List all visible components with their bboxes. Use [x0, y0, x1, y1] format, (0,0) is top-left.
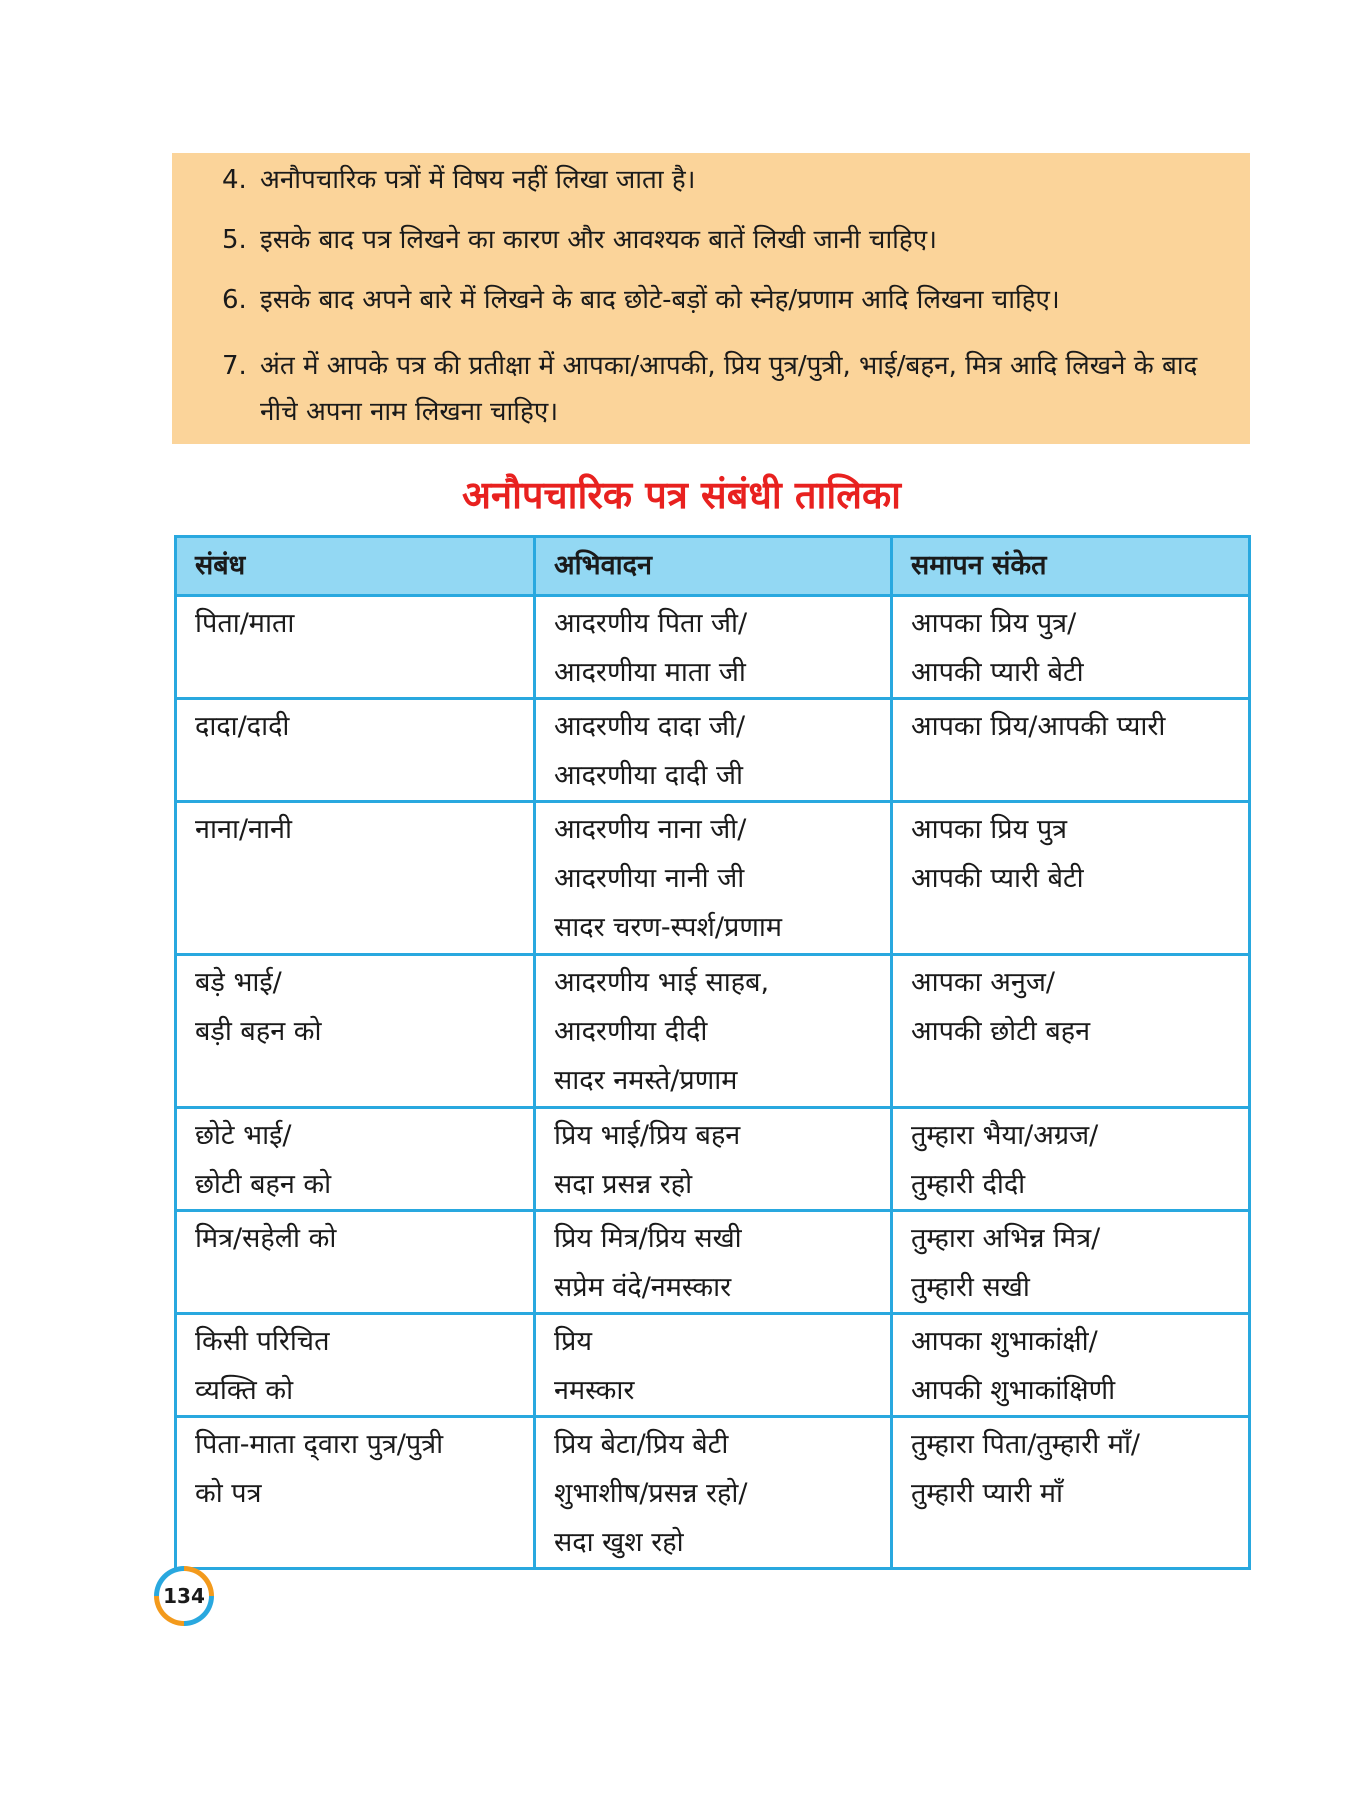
instruction-text: अंत में आपके पत्र की प्रतीक्षा में आपका/आपकी, प्रिय पुत्र/पुत्री, भाई/बहन, मित्र आदि लिखने के बाद नीचे अपना नाम लिखना चाहिए।: [260, 351, 1198, 427]
cell-line: आदरणीय दादा जी/: [554, 711, 746, 742]
table-header-row: [176, 537, 1250, 596]
instruction-number: 5.: [222, 225, 247, 255]
cell-line: आदरणीया नानी जी: [554, 863, 745, 894]
table-row: [176, 1108, 1250, 1211]
page-number: 134: [159, 1571, 209, 1621]
cell-line: को पत्र: [195, 1478, 262, 1509]
relation-cell: [176, 955, 535, 1108]
instruction-number: 4.: [222, 165, 247, 195]
cell-line: पिता/माता: [195, 608, 295, 639]
table-row: [176, 699, 1250, 802]
relation-cell: [176, 596, 535, 699]
column-header-closing: समापन संकेत: [892, 537, 1250, 596]
cell-line: आपका प्रिय पुत्र: [911, 814, 1068, 845]
cell-line: आदरणीय नाना जी/: [554, 814, 747, 845]
cell-line: प्रिय बेटा/प्रिय बेटी: [554, 1429, 729, 1460]
instructions-box: [172, 153, 1250, 444]
closing-cell: [892, 1211, 1250, 1314]
cell-line: आपकी छोटी बहन: [911, 1016, 1091, 1047]
cell-line: आदरणीया दीदी: [554, 1016, 708, 1047]
greeting-cell: [535, 802, 892, 955]
cell-line: आदरणीया माता जी: [554, 657, 746, 688]
instruction-number: 7.: [222, 351, 247, 381]
cell-line: सदा प्रसन्न रहो: [554, 1169, 693, 1200]
instruction-text: इसके बाद अपने बारे में लिखने के बाद छोटे-बड़ों को स्नेह/प्रणाम आदि लिखना चाहिए।: [260, 285, 1060, 315]
closing-cell: [892, 1108, 1250, 1211]
cell-line: आपका अनुज/: [911, 967, 1055, 998]
closing-cell: [892, 596, 1250, 699]
relation-cell: [176, 699, 535, 802]
cell-line: बड़ी बहन को: [195, 1016, 322, 1047]
instruction-item: [222, 223, 1232, 257]
cell-line: तुम्हारा भैया/अग्रज/: [911, 1120, 1099, 1151]
greeting-cell: [535, 955, 892, 1108]
page-number-badge: [154, 1566, 214, 1626]
closing-cell: [892, 1314, 1250, 1417]
relation-cell: [176, 802, 535, 955]
cell-line: नाना/नानी: [195, 814, 293, 845]
table-row: [176, 802, 1250, 955]
column-header-greeting: अभिवादन: [535, 537, 892, 596]
closing-cell: [892, 802, 1250, 955]
cell-line: आपकी प्यारी बेटी: [911, 863, 1084, 894]
instruction-item: [222, 283, 1232, 317]
closing-cell: [892, 699, 1250, 802]
column-header-relation: संबंध: [176, 537, 535, 596]
cell-line: नमस्कार: [554, 1375, 635, 1406]
closing-cell: [892, 1417, 1250, 1569]
instruction-item: [222, 343, 1232, 435]
cell-line: तुम्हारा अभिन्न मित्र/: [911, 1223, 1101, 1254]
greeting-cell: [535, 1417, 892, 1569]
relation-cell: [176, 1211, 535, 1314]
cell-line: छोटी बहन को: [195, 1169, 332, 1200]
cell-line: आपका प्रिय पुत्र/: [911, 608, 1077, 639]
table-row: [176, 1417, 1250, 1569]
cell-line: तुम्हारी प्यारी माँ: [911, 1478, 1064, 1509]
relation-cell: [176, 1314, 535, 1417]
greeting-cell: [535, 699, 892, 802]
greeting-cell: [535, 1211, 892, 1314]
cell-line: सप्रेम वंदे/नमस्कार: [554, 1272, 732, 1303]
relation-cell: [176, 1417, 535, 1569]
informal-letter-table: [174, 535, 1251, 1570]
cell-line: व्यक्ति को: [195, 1375, 294, 1406]
instruction-item: [222, 163, 1232, 197]
cell-line: पिता-माता द्‌वारा पुत्र/पुत्री: [195, 1429, 444, 1460]
cell-line: छोटे भाई/: [195, 1120, 292, 1151]
greeting-cell: [535, 596, 892, 699]
table-title: अनौपचारिक पत्र संबंधी तालिका: [461, 473, 902, 517]
cell-line: प्रिय भाई/प्रिय बहन: [554, 1120, 741, 1151]
table-row: [176, 1211, 1250, 1314]
cell-line: तुम्हारा पिता/तुम्हारी माँ/: [911, 1429, 1141, 1460]
table-row: [176, 596, 1250, 699]
cell-line: प्रिय मित्र/प्रिय सखी: [554, 1223, 742, 1254]
instruction-number: 6.: [222, 285, 247, 315]
cell-line: दादा/दादी: [195, 711, 290, 742]
cell-line: प्रिय: [554, 1326, 593, 1357]
greeting-cell: [535, 1314, 892, 1417]
cell-line: आपकी शुभाकांक्षिणी: [911, 1375, 1116, 1406]
cell-line: आपका शुभाकांक्षी/: [911, 1326, 1098, 1357]
cell-line: आदरणीया दादी जी: [554, 760, 743, 791]
cell-line: आपका प्रिय/आपकी प्यारी: [911, 711, 1166, 742]
cell-line: सादर नमस्ते/प्रणाम: [554, 1065, 738, 1096]
table-row: [176, 1314, 1250, 1417]
cell-line: सदा खुश रहो: [554, 1527, 684, 1558]
relation-cell: [176, 1108, 535, 1211]
instruction-text: अनौपचारिक पत्रों में विषय नहीं लिखा जाता है।: [260, 165, 696, 195]
cell-line: आपकी प्यारी बेटी: [911, 657, 1084, 688]
cell-line: मित्र/सहेली को: [195, 1223, 337, 1254]
instruction-text: इसके बाद पत्र लिखने का कारण और आवश्यक बातें लिखी जानी चाहिए।: [260, 225, 937, 255]
cell-line: आदरणीय पिता जी/: [554, 608, 748, 639]
cell-line: तुम्हारी सखी: [911, 1272, 1030, 1303]
cell-line: बड़े भाई/: [195, 967, 282, 998]
closing-cell: [892, 955, 1250, 1108]
cell-line: आदरणीय भाई साहब,: [554, 967, 770, 998]
table-row: [176, 955, 1250, 1108]
cell-line: शुभाशीष/प्रसन्न रहो/: [554, 1478, 748, 1509]
greeting-cell: [535, 1108, 892, 1211]
cell-line: किसी परिचित: [195, 1326, 330, 1357]
cell-line: तुम्हारी दीदी: [911, 1169, 1026, 1200]
cell-line: सादर चरण-स्पर्श/प्रणाम: [554, 912, 782, 943]
